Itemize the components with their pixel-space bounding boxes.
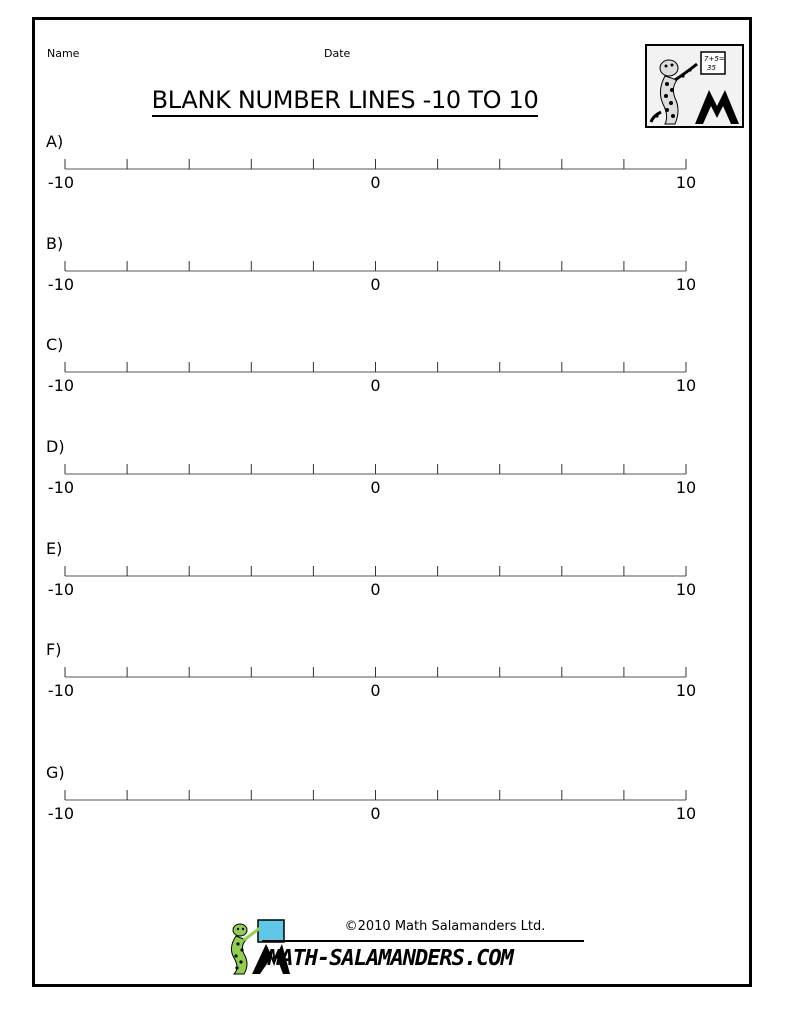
tick-label-min: -10: [47, 580, 75, 599]
footer-divider: [262, 940, 584, 942]
tick-label-max: 10: [675, 275, 697, 294]
line-letter: D): [46, 437, 65, 456]
tick-label-mid: 0: [370, 681, 381, 700]
tick-label-min: -10: [47, 275, 75, 294]
svg-text:35: 35: [707, 64, 716, 72]
tick-label-max: 10: [675, 681, 697, 700]
line-letter: E): [46, 539, 63, 558]
tick-label-max: 10: [675, 478, 697, 497]
tick-label-min: -10: [47, 681, 75, 700]
date-label: Date: [324, 47, 351, 60]
tick-label-max: 10: [675, 376, 697, 395]
brand-wordmark: MATH-SALAMANDERS.COM: [268, 946, 513, 971]
tick-label-mid: 0: [370, 478, 381, 497]
name-label: Name: [47, 47, 80, 60]
math-salamanders-logo: [645, 44, 744, 128]
tick-label-mid: 0: [370, 275, 381, 294]
copyright-text: ©2010 Math Salamanders Ltd.: [344, 919, 546, 934]
page-title: BLANK NUMBER LINES -10 TO 10: [100, 85, 590, 115]
tick-label-mid: 0: [370, 376, 381, 395]
line-letter: A): [46, 132, 64, 151]
tick-label-min: -10: [47, 173, 75, 192]
tick-label-min: -10: [47, 804, 75, 823]
tick-label-max: 10: [675, 804, 697, 823]
tick-label-max: 10: [675, 580, 697, 599]
tick-label-mid: 0: [370, 173, 381, 192]
page-border: [32, 17, 752, 987]
line-letter: B): [46, 234, 64, 253]
tick-label-min: -10: [47, 376, 75, 395]
line-letter: F): [46, 640, 62, 659]
tick-label-min: -10: [47, 478, 75, 497]
line-letter: C): [46, 335, 64, 354]
tick-label-mid: 0: [370, 804, 381, 823]
tick-label-max: 10: [675, 173, 697, 192]
line-letter: G): [46, 763, 65, 782]
tick-label-mid: 0: [370, 580, 381, 599]
salamander-board-icon: [647, 46, 742, 126]
svg-text:7+5=: 7+5=: [704, 55, 725, 63]
